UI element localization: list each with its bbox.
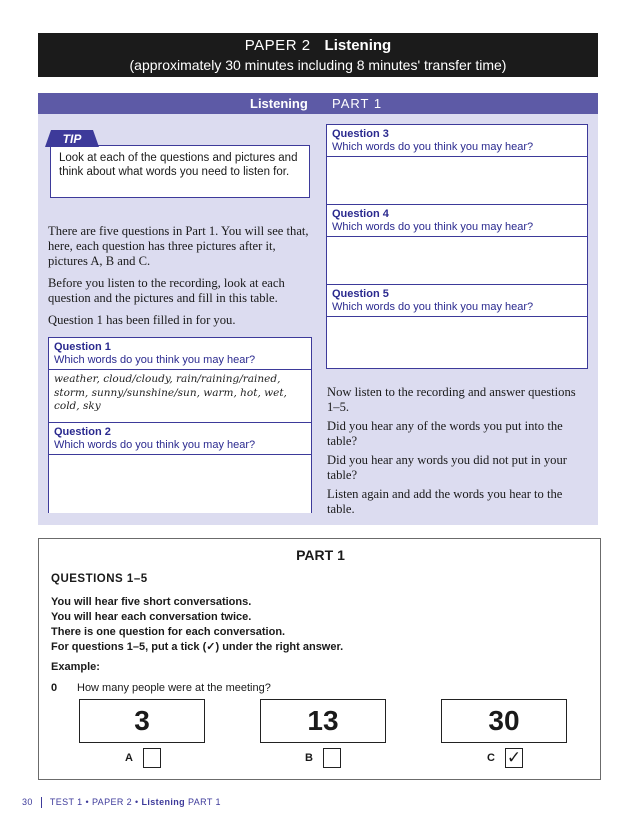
exam-part-title: PART 1 [296,547,345,563]
tip-tag [45,130,99,147]
paper-duration: (approximately 30 minutes including 8 minutes' transfer time) [129,57,507,73]
tip-box [50,145,310,198]
section-title: Listening [250,96,308,111]
outro-paragraph-1: Now listen to the recording and answer questions 1–5. [327,385,576,414]
option-a-checkbox[interactable] [143,748,161,768]
question-3-header [327,125,587,157]
question-4-title: Question 4 [332,208,389,220]
instruction-line: There is one question for each conversation. [51,626,286,638]
section-strip [38,93,598,114]
footer-part: PART 1 [187,797,221,807]
question-1-title: Question 1 [54,341,111,353]
question-2-title: Question 2 [54,426,111,438]
footer-paper: PAPER 2 [91,797,133,807]
footer-subject: Listening [141,797,186,807]
intro-paragraph-3: Question 1 has been filled in for you. [48,313,236,327]
option-b-picture: 13 [260,699,386,743]
footer-sep: • [135,797,139,807]
option-a-picture: 3 [79,699,205,743]
question-3-prompt: Which words do you think you may hear? [332,140,534,153]
instructions [51,595,343,655]
question-5-header [327,285,587,317]
tip-label: TIP [62,132,82,146]
instruction-line: You will hear five short conversations. [51,596,252,608]
footer-sep: • [85,797,90,807]
option-b-checkbox[interactable] [323,748,341,768]
question-5-answer[interactable] [327,317,587,363]
outro-paragraph-3: Did you hear any words you did not put in your table? [327,453,567,482]
question-2-prompt: Which words do you think you may hear? [54,438,256,451]
option-a-label: A [125,752,133,764]
outro-paragraph-4: Listen again and add the words you hear to the table. [327,487,563,516]
example-label: Example: [51,661,100,673]
footer-test: TEST 1 [49,797,83,807]
page-footer [22,797,221,808]
option-c-picture: 30 [441,699,567,743]
questions-heading: QUESTIONS 1–5 [51,573,148,585]
question-1-header [49,338,311,370]
question-table-left [48,337,312,513]
question-table-right [326,124,588,369]
paper-subject: Listening [324,37,392,54]
intro-paragraph-1: There are five questions in Part 1. You will see that, here, each question has three pictures after it, pictures A, B and C. [48,224,309,268]
paper-header [38,33,598,77]
instruction-line: For questions 1–5, put a tick (✓) under the right answer. [51,641,344,653]
question-1-answer[interactable]: weather, cloud/cloudy, rain/raining/rained, storm, sunny/sunshine/sun, warm, hot, wet, cold, sky [49,370,311,423]
question-3-answer[interactable] [327,157,587,205]
tick-icon: ✓ [506,748,522,767]
section-part: PART 1 [332,96,383,111]
page-number: 30 [22,797,33,807]
example-question: How many people were at the meeting? [77,682,271,694]
option-c-checkbox[interactable] [505,748,523,768]
question-2-answer[interactable] [49,455,311,513]
question-3-title: Question 3 [332,128,389,140]
question-5-title: Question 5 [332,288,389,300]
question-5-prompt: Which words do you think you may hear? [332,300,534,313]
instruction-line: You will hear each conversation twice. [51,611,252,623]
footer-divider [41,797,42,808]
exam-part-box [38,538,601,780]
outro-paragraph-2: Did you hear any of the words you put into the table? [327,419,563,448]
example-number: 0 [51,682,58,694]
question-4-answer[interactable] [327,237,587,285]
option-b-label: B [305,752,313,764]
question-4-header [327,205,587,237]
tip-text: Look at each of the questions and pictures and think about what words you need to listen for. [59,152,298,178]
question-1-prompt: Which words do you think you may hear? [54,353,256,366]
question-4-prompt: Which words do you think you may hear? [332,220,534,233]
paper-label: PAPER 2 [244,37,311,54]
option-c-label: C [487,752,495,764]
question-2-header [49,423,311,455]
intro-paragraph-2: Before you listen to the recording, look at each question and the pictures and fill in this table. [48,276,285,305]
